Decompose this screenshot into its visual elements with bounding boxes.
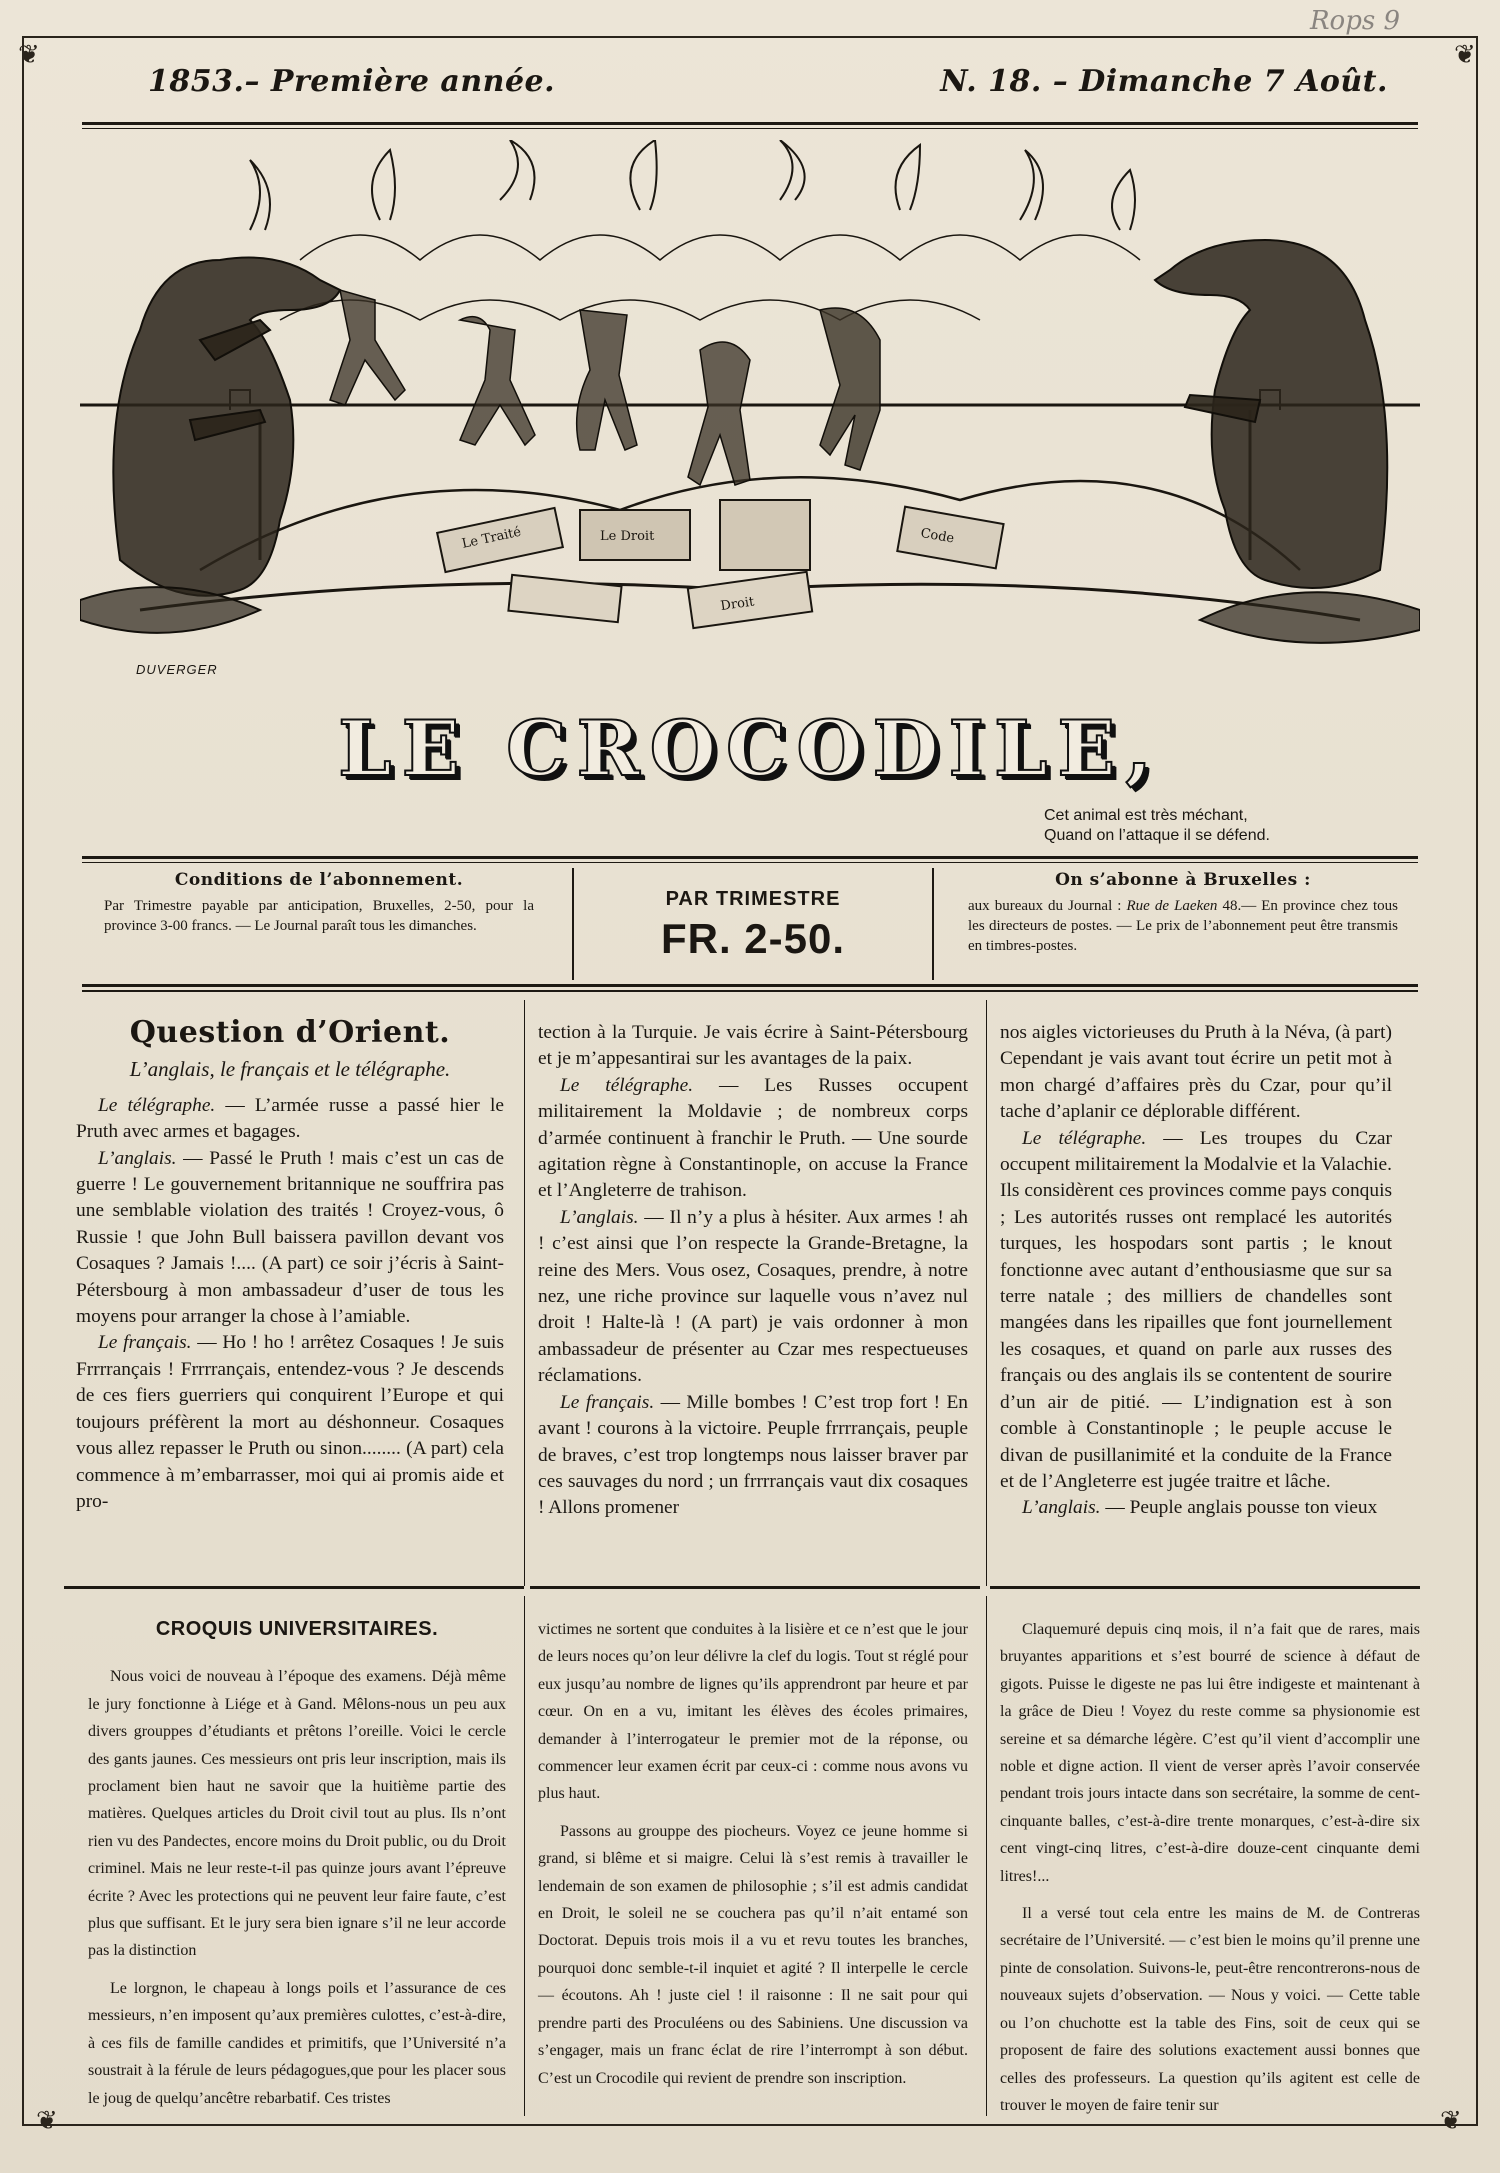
croquis-paragraph: Le lorgnon, le chapeau à longs poils et l’assurance de ces messieurs, n’en imposent qu’aux premières culottes, c’est-à-dire, à ces fils de famille candides et primitifs, que l’Université n’a soustrait à la férule de leurs pédagogues,que pour les placer sous le joug de quelqu’ancêtre rebarbatif. Ces tristes bbox=[88, 1979, 506, 2107]
issue-year: 1853.– Première année. bbox=[148, 64, 556, 99]
line: nos aigles victorieuses du Pruth à la Néva, (à part) Cependant je vais avant tout écrire un petit mot à mon chargé d’affaires près du Czar, pour qu’il tache d’aplanir ce déplorable différent. bbox=[1000, 1022, 1392, 1123]
subscription-conditions bbox=[104, 870, 534, 978]
header-rule-thin bbox=[82, 128, 1418, 129]
conditions-divider-1 bbox=[572, 868, 574, 980]
svg-text:Le Traité: Le Traité bbox=[460, 524, 523, 552]
croquis-column-3 bbox=[1000, 1616, 1420, 2129]
corner-ornament-tr: ❦ bbox=[1454, 40, 1476, 69]
address-text-2: 48.— En province chez tous les directeurs de postes. — Le prix de l’abonnement peut être transmis en timbres-postes. bbox=[968, 898, 1398, 954]
line: tection à la Turquie. Je vais écrire à Saint-Pétersbourg et je m’appesantirai sur les avantages de la paix. bbox=[538, 1022, 968, 1070]
masthead-title: LE CROCODILE, bbox=[338, 704, 1162, 793]
motto-line-1: Cet animal est très méchant, bbox=[1044, 807, 1248, 824]
speaker: L’anglais. bbox=[1022, 1497, 1101, 1519]
svg-text:Code: Code bbox=[919, 525, 956, 547]
address-street: Rue de Laeken bbox=[1126, 898, 1218, 914]
croquis-paragraph: Claquemuré depuis cinq mois, il n’a fait que de rares, mais bruyantes apparitions et s’est bourré de science à défaut de gigots. Puisse le digeste ne pas lui être indigeste et maintenant à la grâce de Dieu ! Voyez du reste comme sa physionomie est sereine et sa démarche légère. C’est qu’il vient d’accomplir une noble et digne action. Il vient de verser après l’avoir conservée pendant trois jours intacte dans son secrétaire, la somme de cent-cinquante balles, c’est-à-dire trente monarques, c’est-à-dire six cent vingt-cinq litres, c’est-à-dire douze-cent cinquante demi litres!... bbox=[1000, 1621, 1420, 1885]
article-column-1 bbox=[76, 1015, 504, 1515]
address-title: On s’abonne à Bruxelles : bbox=[1055, 870, 1311, 890]
article-divider-1 bbox=[524, 1000, 525, 1586]
price-label: PAR TRIMESTRE bbox=[665, 888, 841, 910]
conditions-rule-top-thin bbox=[82, 862, 1418, 863]
article-column-2 bbox=[538, 1020, 968, 1522]
speaker: L’anglais. bbox=[98, 1147, 177, 1169]
line: — Les Russes occupent militairement la Moldavie ; de nombreux corps d’armée continuent à franchir le Pruth. — Une sourde agitation règne à Constantinople, on accuse la France et l’Angleterre de trahison. bbox=[538, 1074, 968, 1202]
speaker: Le français. bbox=[560, 1391, 655, 1413]
article-paragraph bbox=[538, 1390, 968, 1522]
price-value: FR. 2-50. bbox=[660, 915, 846, 962]
article-paragraph bbox=[1000, 1020, 1392, 1126]
pencil-note: Rops 9 bbox=[1309, 6, 1400, 36]
speaker: L’anglais. bbox=[560, 1206, 639, 1228]
article-divider-2 bbox=[986, 1000, 987, 1586]
header-rule bbox=[82, 122, 1418, 125]
speaker: Le français. bbox=[98, 1332, 192, 1354]
crocodile-engraving bbox=[80, 140, 1420, 680]
subscription-address bbox=[968, 870, 1398, 978]
croquis-title: CROQUIS UNIVERSITAIRES. bbox=[155, 1618, 439, 1640]
corner-ornament-bl: ❦ bbox=[36, 2106, 58, 2135]
article-subtitle: L’anglais, le français et le télégraphe. bbox=[129, 1057, 451, 1082]
address-text bbox=[968, 896, 1398, 956]
croquis-paragraph: Passons au grouppe des piocheurs. Voyez ce jeune homme si grand, si blême et si maigre. Celui là s’est remis à travailler le lendemain de son examen de philosophie ; s’il est admis candidat en Droit, le soleil ne se couchera pas qu’il n’ait entamé son Doctorat. Depuis trois mois il a vu et revu toutes les branches, pourquoi donc semble-t-il inquiet et agité ? Il interpelle le cercle — écoutons. Ah ! juste ciel ! il raisonne : Il ne sait pour qui prendre parti des Proculéens ou des Sabiniens. Une discussion va s’engager, mais un franc éclat de rire l’interrompt à son début. C’est un Crocodile qui revient de prendre son inscription. bbox=[538, 1822, 968, 2087]
article-rule-top bbox=[82, 984, 1418, 987]
article-rule-top-thin bbox=[82, 990, 1418, 992]
address-text-1: aux bureaux du Journal : bbox=[968, 898, 1127, 914]
engraver-signature: DUVERGER bbox=[136, 662, 218, 677]
svg-text:Droit: Droit bbox=[719, 594, 756, 615]
croquis-paragraph: victimes ne sortent que conduites à la lisière et ce n’est que le jour de leurs noces qu’on leur délivre la clef du logis. Tout st réglé pour eux jusqu’au nombre de lignes qu’ils apprendront par heure et par cœur. On en a vu, imitant les élèves des écoles primaires, demander à l’interrogateur le premier mot de la réponse, ou commencer leur examen écrit par ceux-ci : comme nous avons vu plus haut. bbox=[538, 1621, 968, 1803]
line: — Passé le Pruth ! mais c’est un cas de guerre ! Le gouvernement britannique ne souffrira pas une semblable violation des traités ! Croyez-vous, ô Russie ! que John Bull baissera pavillon devant vos Cosaques ? Jamais !.... (A part) ce soir j’écris à Saint-Pétersbourg à mon ambassadeur d’user de tous les moyens pour arranger la chose à l’amiable. bbox=[76, 1147, 504, 1328]
conditions-rule-top bbox=[82, 856, 1418, 859]
speaker: Le télégraphe. bbox=[1022, 1127, 1147, 1149]
article-paragraph bbox=[1000, 1126, 1392, 1496]
croquis-divider-1 bbox=[524, 1596, 525, 2116]
croquis-column-1 bbox=[88, 1616, 506, 2122]
line: — Mille bombes ! C’est trop fort ! En avant ! courons à la victoire. Peuple frrrrançais, peuple de braves, c’est trop longtemps nous laisser braver par ces sauvages du nord ; un frrrrançais vaut dix cosaques ! Allons promener bbox=[538, 1391, 968, 1519]
svg-text:Le Droit: Le Droit bbox=[600, 529, 655, 544]
speaker: Le télégraphe. bbox=[560, 1074, 694, 1096]
article-paragraph bbox=[1000, 1495, 1392, 1521]
croquis-paragraph: Nous voici de nouveau à l’époque des examens. Déjà même le jury fonctionne à Liége et à Gand. Mêlons-nous un peu aux divers grouppes d’étudiants et prêtons l’oreille. Voici le cercle des gants jaunes. Ces messieurs ont pris leur inscription, mais ils proclament bien haut ne savoir que la huitième partie des matières. Quelques articles du Droit civil tout au plus. Ils n’ont rien vu des Pandectes, encore moins du Droit public, ou du Droit criminel. Mais ne leur reste-t-il pas quinze jours avant l’épreuve écrite ? Avec les protections qui ne peuvent leur faire faute, c’est plus que suffisant. Et le jury sera bien ignare s’il ne leur accorde pas la distinction bbox=[88, 1668, 506, 1960]
section-rule-1 bbox=[64, 1586, 524, 1589]
croquis-paragraph: Il a versé tout cela entre les mains de M. de Contreras secrétaire de l’Université. — c’est bien le moins qu’il prenne une pinte de consolation. Suivons-le, peut-être rencontrerons-nous de nouveaux sujets d’observation. — Nous y voici. — Cette table ou l’on chuchotte est la table des Fins, soit de ceux qui se proposent de faire des solutions exactement aussi bonnes que celles des professeurs. La question qu’ils agitent est celle de trouver le moyen de faire tenir sur bbox=[1000, 1905, 1420, 2114]
article-paragraph bbox=[538, 1205, 968, 1390]
masthead-motto bbox=[1044, 806, 1270, 846]
article-paragraph bbox=[538, 1020, 968, 1073]
article-title: Question d’Orient. bbox=[129, 1015, 451, 1050]
article-paragraph bbox=[76, 1330, 504, 1515]
section-rule-3 bbox=[990, 1586, 1420, 1589]
article-paragraph bbox=[538, 1073, 968, 1205]
line: — Ho ! ho ! arrêtez Cosaques ! Je suis Frrrrançais ! Frrrrançais, entendez-vous ? Je descends de ces fiers guerriers qui conquirent l’Europe et qui toujours préfèrent la mort au déshonneur. Cosaques vous allez repasser le Pruth ou sinon........ (A part) cela commence à m’embarrasser, moi qui ai promis aide et pro- bbox=[76, 1332, 504, 1512]
line: — Peuple anglais pousse ton vieux bbox=[1100, 1497, 1378, 1519]
section-rule-2 bbox=[530, 1586, 980, 1589]
motto-line-2: Quand on l’attaque il se défend. bbox=[1044, 827, 1270, 844]
conditions-text: Par Trimestre payable par anticipation, Bruxelles, 2-50, pour la province 3-00 francs. — Le Journal paraît tous les dimanches. bbox=[104, 898, 534, 934]
article-paragraph bbox=[76, 1093, 504, 1146]
corner-ornament-br: ❦ bbox=[1440, 2106, 1462, 2135]
frame-left bbox=[22, 36, 24, 2126]
frame-right bbox=[1476, 36, 1478, 2126]
corner-ornament-tl: ❦ bbox=[18, 40, 40, 69]
speaker: Le télégraphe. bbox=[98, 1094, 216, 1116]
croquis-column-2 bbox=[538, 1616, 968, 2102]
croquis-divider-2 bbox=[986, 1596, 987, 2116]
frame-top bbox=[22, 36, 1478, 38]
article-paragraph bbox=[76, 1146, 504, 1331]
line: — Les troupes du Czar occupent militairement la Modalvie et la Valachie. Ils considèrent ces provinces comme pays conquis ; Les autorités russes ont remplacé les autorités turques, les hospodars sont partis ; le knout fonctionne avec autant d’enthousiasme que sur sa terre natale ; des milliers de chandelles sont mangées dans les ripailles que font journellement les cosaques, et quand on parle aux russes des français ou des anglais ils se contentent de sourire d’un air de pitié. — L’indignation est à son comble à Constantinople ; le peuple accuse le divan de pusillanimité et la conduite de la France et de l’Angleterre est jugée traitre et lâche. bbox=[1000, 1127, 1392, 1492]
article-column-3 bbox=[1000, 1020, 1392, 1522]
line: — L’armée russe a passé hier le Pruth avec armes et bagages. bbox=[76, 1094, 504, 1143]
conditions-divider-2 bbox=[932, 868, 934, 980]
line: — Il n’y a plus à hésiter. Aux armes ! ah ! c’est ainsi que l’on respecte la Grande-Bretagne, la reine des Mers. Vous osez, Cosaques, prendre, à notre nez, une riche province sur laquelle vous n’avez nul droit ! Halte-là ! (A part) je vais ordonner à mon ambassadeur de présenter au Czar mes respectueuses réclamations. bbox=[538, 1206, 968, 1387]
issue-number-date: N. 18. – Dimanche 7 Août. bbox=[940, 64, 1388, 99]
price-box bbox=[578, 870, 928, 978]
conditions-title: Conditions de l’abonnement. bbox=[174, 870, 464, 890]
